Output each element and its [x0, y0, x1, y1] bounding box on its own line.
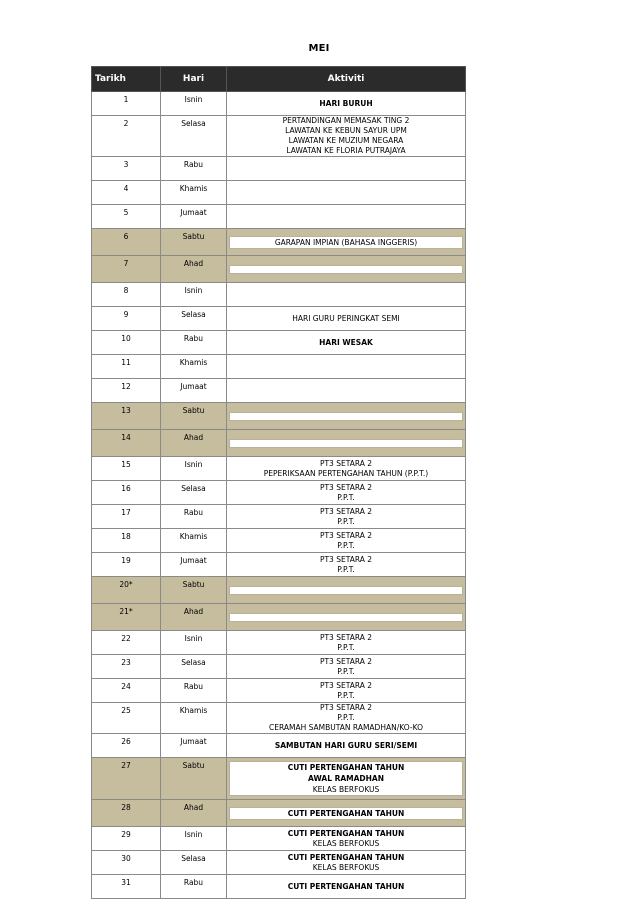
activity-line: CUTI PERTENGAHAN TAHUN [287, 808, 405, 818]
table-row [92, 734, 466, 758]
day-cell: Ahad [161, 800, 227, 827]
activity-cell [227, 827, 466, 851]
table-body [92, 92, 466, 899]
table-row [92, 758, 466, 800]
day-cell: Isnin [161, 827, 227, 851]
table-row [92, 553, 466, 577]
activity-line: PT3 SETARA 2 [319, 458, 373, 468]
activity-line: SAMBUTAN HARI GURU SERI/SEMI [274, 740, 418, 750]
table-row [92, 331, 466, 355]
activity-line: GARAPAN IMPIAN (BAHASA INGGERIS) [274, 237, 418, 247]
activity-line: CUTI PERTENGAHAN TAHUN [287, 828, 405, 838]
activity-box [229, 265, 463, 274]
date-cell: 17 [92, 505, 161, 529]
table-row [92, 827, 466, 851]
activity-cell [227, 734, 466, 758]
table-row [92, 379, 466, 403]
table-row [92, 256, 466, 283]
date-cell: 9 [92, 307, 161, 331]
table-row [92, 655, 466, 679]
activity-cell [227, 679, 466, 703]
activity-cell [227, 379, 466, 403]
activity-cell [227, 758, 466, 800]
table-row [92, 800, 466, 827]
activity-line: P.P.T. [337, 713, 355, 722]
table-row [92, 631, 466, 655]
header-aktiviti: Aktiviti [227, 67, 466, 92]
activity-cell [227, 577, 466, 604]
activity-box [229, 412, 463, 421]
day-cell: Khamis [161, 703, 227, 734]
activity-box [229, 613, 463, 622]
table-row [92, 355, 466, 379]
activity-line: P.P.T. [337, 642, 355, 652]
day-cell: Selasa [161, 481, 227, 505]
activity-line: AWAL RAMADHAN [307, 774, 385, 783]
day-cell: Sabtu [161, 229, 227, 256]
activity-box [229, 761, 463, 796]
table-row [92, 283, 466, 307]
date-cell: 19 [92, 553, 161, 577]
table-row [92, 229, 466, 256]
activity-cell [227, 355, 466, 379]
activity-line: PERTANDINGAN MEMASAK TING 2 [282, 116, 410, 125]
activity-cell [227, 529, 466, 553]
date-cell: 20* [92, 577, 161, 604]
day-cell: Isnin [161, 631, 227, 655]
activity-cell [227, 157, 466, 181]
header-hari: Hari [161, 67, 227, 92]
activity-cell [227, 283, 466, 307]
day-cell: Sabtu [161, 403, 227, 430]
table-row [92, 679, 466, 703]
activity-cell [227, 331, 466, 355]
date-cell: 31 [92, 875, 161, 899]
date-cell: 8 [92, 283, 161, 307]
date-cell: 25 [92, 703, 161, 734]
activity-line: P.P.T. [337, 564, 355, 574]
activity-box [229, 807, 463, 820]
date-cell: 6 [92, 229, 161, 256]
date-cell: 16 [92, 481, 161, 505]
table-row [92, 703, 466, 734]
day-cell: Rabu [161, 679, 227, 703]
activity-line: PEPERIKSAAN PERTENGAHAN TAHUN (P.P.T.) [263, 468, 429, 478]
date-cell: 7 [92, 256, 161, 283]
day-cell: Ahad [161, 604, 227, 631]
activity-cell [227, 116, 466, 157]
activity-cell [227, 307, 466, 331]
date-cell: 26 [92, 734, 161, 758]
table-row [92, 116, 466, 157]
date-cell: 18 [92, 529, 161, 553]
date-cell: 2 [92, 116, 161, 157]
activity-cell [227, 430, 466, 457]
day-cell: Jumaat [161, 734, 227, 758]
activity-line: PT3 SETARA 2 [319, 554, 373, 564]
day-cell: Sabtu [161, 577, 227, 604]
activity-line: HARI WESAK [319, 337, 373, 347]
activity-cell [227, 800, 466, 827]
date-cell: 27 [92, 758, 161, 800]
activity-cell [227, 851, 466, 875]
activity-cell [227, 505, 466, 529]
table-row [92, 851, 466, 875]
day-cell: Isnin [161, 92, 227, 116]
activity-line: CUTI PERTENGAHAN TAHUN [287, 881, 405, 891]
activity-line: PT3 SETARA 2 [319, 530, 373, 540]
date-cell: 28 [92, 800, 161, 827]
activity-line: LAWATAN KE MUZIUM NEGARA [288, 136, 404, 145]
table-row [92, 181, 466, 205]
date-cell: 13 [92, 403, 161, 430]
table-row [92, 577, 466, 604]
date-cell: 12 [92, 379, 161, 403]
activity-cell [227, 875, 466, 899]
day-cell: Jumaat [161, 553, 227, 577]
date-cell: 21* [92, 604, 161, 631]
table-row [92, 457, 466, 481]
activity-cell [227, 655, 466, 679]
date-cell: 4 [92, 181, 161, 205]
activity-line: PT3 SETARA 2 [319, 656, 373, 666]
table-row [92, 205, 466, 229]
activity-cell [227, 457, 466, 481]
activity-line: PT3 SETARA 2 [319, 506, 373, 516]
activity-line: KELAS BERFOKUS [312, 785, 380, 794]
date-cell: 14 [92, 430, 161, 457]
activity-line: HARI BURUH [319, 98, 373, 108]
day-cell: Sabtu [161, 758, 227, 800]
day-cell: Selasa [161, 307, 227, 331]
day-cell: Khamis [161, 181, 227, 205]
date-cell: 22 [92, 631, 161, 655]
activity-cell [227, 205, 466, 229]
activity-line: P.P.T. [337, 690, 355, 700]
day-cell: Selasa [161, 851, 227, 875]
activity-line: PT3 SETARA 2 [319, 482, 373, 492]
date-cell: 10 [92, 331, 161, 355]
activity-cell [227, 703, 466, 734]
header-tarikh: Tarikh [92, 67, 161, 92]
day-cell: Rabu [161, 505, 227, 529]
day-cell: Jumaat [161, 379, 227, 403]
activity-cell [227, 403, 466, 430]
date-cell: 30 [92, 851, 161, 875]
table-row [92, 92, 466, 116]
activity-line: P.P.T. [337, 666, 355, 676]
day-cell: Rabu [161, 157, 227, 181]
date-cell: 24 [92, 679, 161, 703]
activity-line: PT3 SETARA 2 [319, 703, 373, 712]
activity-line: KELAS BERFOKUS [312, 838, 380, 848]
activity-cell [227, 553, 466, 577]
activity-line: LAWATAN KE FLORIA PUTRAJAYA [286, 146, 406, 155]
date-cell: 11 [92, 355, 161, 379]
activity-line: CERAMAH SAMBUTAN RAMADHAN/KO-KO [269, 723, 423, 732]
page-title: MEI [308, 43, 330, 54]
table-header-row [92, 67, 466, 92]
date-cell: 3 [92, 157, 161, 181]
activity-calendar-table [91, 66, 466, 899]
date-cell: 23 [92, 655, 161, 679]
day-cell: Ahad [161, 256, 227, 283]
activity-line: LAWATAN KE KEBUN SAYUR UPM [285, 126, 407, 135]
day-cell: Ahad [161, 430, 227, 457]
table-row [92, 157, 466, 181]
date-cell: 1 [92, 92, 161, 116]
day-cell: Selasa [161, 116, 227, 157]
activity-line: KELAS BERFOKUS [312, 862, 380, 872]
table-row [92, 430, 466, 457]
activity-line: P.P.T. [337, 516, 355, 526]
table-row [92, 604, 466, 631]
activity-cell [227, 181, 466, 205]
activity-cell [227, 604, 466, 631]
date-cell: 29 [92, 827, 161, 851]
activity-cell [227, 631, 466, 655]
day-cell: Jumaat [161, 205, 227, 229]
day-cell: Rabu [161, 875, 227, 899]
table-row [92, 481, 466, 505]
activity-cell [227, 92, 466, 116]
day-cell: Khamis [161, 355, 227, 379]
activity-box [229, 586, 463, 595]
date-cell: 15 [92, 457, 161, 481]
activity-box [229, 439, 463, 448]
activity-cell [227, 481, 466, 505]
table-row [92, 875, 466, 899]
activity-line: PT3 SETARA 2 [319, 680, 373, 690]
activity-line: P.P.T. [337, 492, 355, 502]
table-row [92, 529, 466, 553]
activity-line: CUTI PERTENGAHAN TAHUN [287, 852, 405, 862]
activity-line: HARI GURU PERINGKAT SEMI [292, 313, 400, 323]
activity-line: P.P.T. [337, 540, 355, 550]
date-cell: 5 [92, 205, 161, 229]
day-cell: Isnin [161, 457, 227, 481]
activity-box [229, 236, 463, 249]
day-cell: Isnin [161, 283, 227, 307]
table-row [92, 505, 466, 529]
activity-cell [227, 229, 466, 256]
day-cell: Rabu [161, 331, 227, 355]
day-cell: Khamis [161, 529, 227, 553]
table-row [92, 403, 466, 430]
activity-line: CUTI PERTENGAHAN TAHUN [287, 763, 405, 772]
day-cell: Selasa [161, 655, 227, 679]
activity-line: PT3 SETARA 2 [319, 632, 373, 642]
activity-cell [227, 256, 466, 283]
table-row [92, 307, 466, 331]
